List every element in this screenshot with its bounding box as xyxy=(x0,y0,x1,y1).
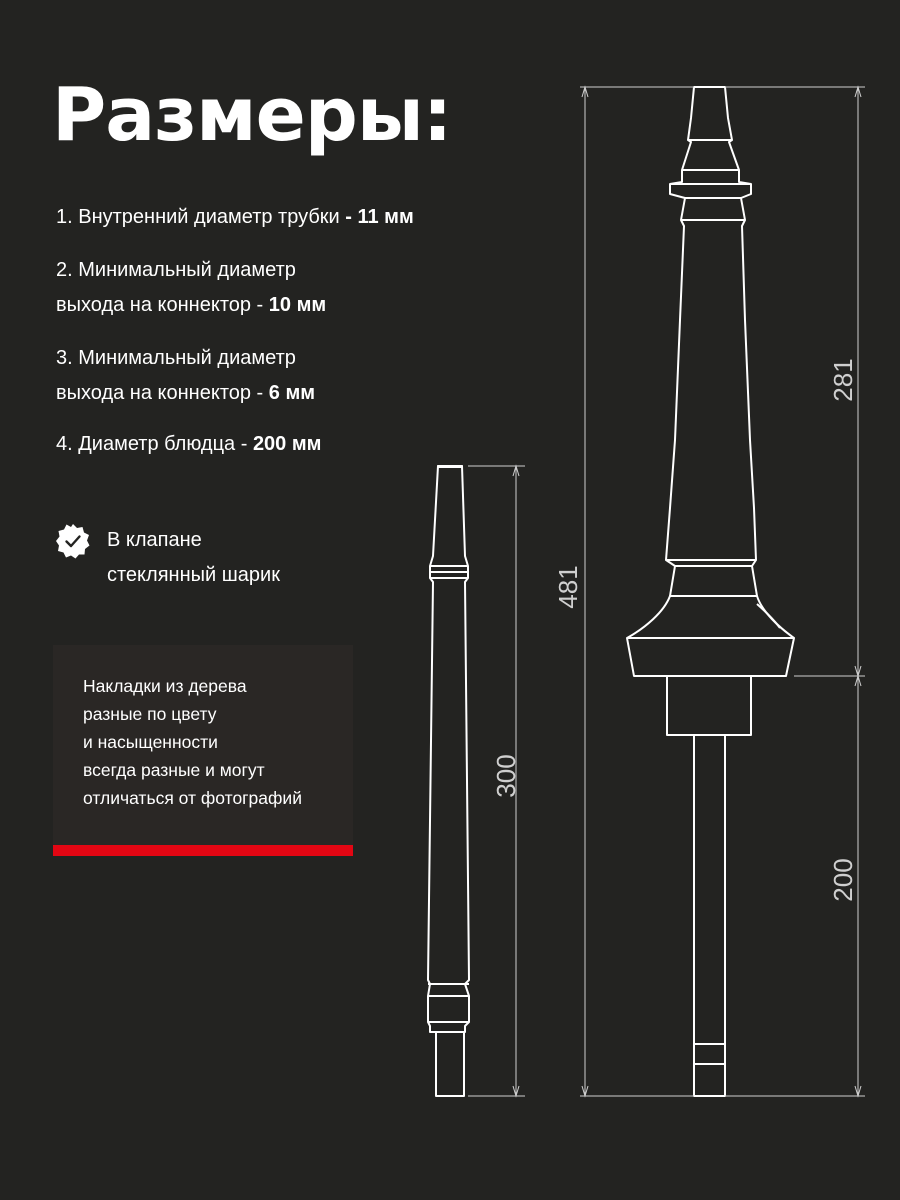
spec-1-value: - 11 мм xyxy=(345,206,414,228)
spec-2-line2: выхода на коннектор - xyxy=(56,294,269,316)
spec-3-value: 6 мм xyxy=(268,382,316,404)
note-line-1: Накладки из дерева xyxy=(83,676,247,696)
dimension-481: 481 xyxy=(553,565,583,609)
page-title: Размеры: xyxy=(52,72,452,158)
hose-handle xyxy=(428,466,469,1096)
note-line-4: всегда разные и могут xyxy=(83,760,265,780)
note-line-5: отличаться от фотографий xyxy=(83,788,302,808)
spec-3-line1: 3. Минимальный диаметр xyxy=(56,347,296,369)
note-line-3: и насыщенности xyxy=(83,732,218,752)
spec-3-line2: выхода на коннектор - xyxy=(56,382,269,404)
dimension-200: 200 xyxy=(828,858,858,902)
spec-2-value: 10 мм xyxy=(268,294,327,316)
spec-1-label: 1. Внутренний диаметр трубки xyxy=(56,206,346,228)
dimension-300: 300 xyxy=(491,754,521,798)
feature-line-2: стеклянный шарик xyxy=(107,564,280,586)
note-line-2: разные по цвету xyxy=(83,704,217,724)
spec-2-line1: 2. Минимальный диаметр xyxy=(56,259,296,281)
feature-line-1: В клапане xyxy=(107,529,202,551)
spec-4-value: 200 мм xyxy=(252,433,322,455)
dimension-281: 281 xyxy=(828,358,858,402)
shaft xyxy=(627,87,794,1096)
spec-4-label: 4. Диаметр блюдца - xyxy=(56,433,253,455)
